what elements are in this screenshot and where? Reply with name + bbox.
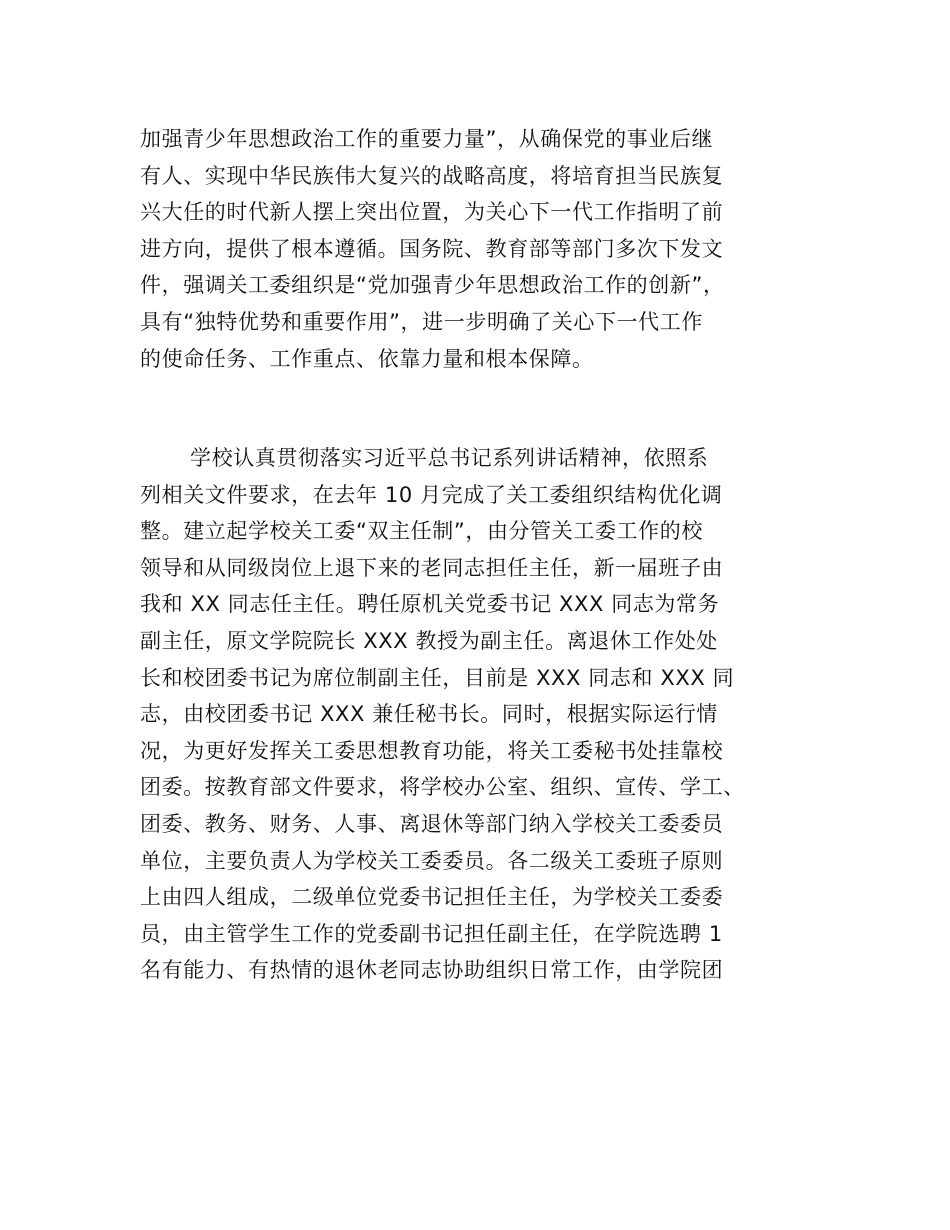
text-line: 列相关文件要求，在去年 10 月完成了关工委组织结构优化调	[140, 482, 723, 507]
text-line: 单位，主要负责人为学校关工委委员。各二级关工委班子原则	[140, 848, 724, 873]
text-line: 员，由主管学生工作的党委副书记担任副主任，在学院选聘 1	[140, 921, 723, 946]
paragraph-1	[140, 121, 840, 377]
text-line: 具有“独特优势和重要作用”，进一步明确了关心下一代工作	[140, 309, 703, 334]
text-line: 有人、实现中华民族伟大复兴的战略高度，将培育担当民族复	[140, 163, 724, 188]
text-line: 副主任，原文学院院长 XXX 教授为副主任。离退休工作处处	[140, 628, 718, 653]
text-line: 领导和从同级岗位上退下来的老同志担任主任，新一届班子由	[140, 555, 724, 580]
text-line-first-indented: 学校认真贯彻落实习近平总书记系列讲话精神，依照系	[190, 446, 709, 470]
text-line: 整。建立起学校关工委“双主任制”，由分管关工委工作的校	[140, 519, 703, 544]
text-line: 长和校团委书记为席位制副主任，目前是 XXX 同志和 XXX 同	[140, 665, 735, 690]
text-line: 团委。按教育部文件要求，将学校办公室、组织、宣传、学工、	[140, 775, 745, 800]
text-line: 名有能力、有热情的退休老同志协助组织日常工作，由学院团	[140, 958, 724, 983]
text-line: 况，为更好发挥关工委思想教育功能，将关工委秘书处挂靠校	[140, 738, 724, 763]
text-line: 志，由校团委书记 XXX 兼任秘书长。同时，根据实际运行情	[140, 702, 718, 727]
text-line: 加强青少年思想政治工作的重要力量”，从确保党的事业后继	[140, 127, 714, 151]
text-line: 我和 XX 同志任主任。聘任原机关党委书记 XXX 同志为常务	[140, 592, 720, 617]
paragraph-2	[140, 440, 840, 989]
text-line: 兴大任的时代新人摆上突出位置，为关心下一代工作指明了前	[140, 200, 724, 225]
text-line: 件，强调关工委组织是“党加强青少年思想政治工作的创新”，	[140, 273, 725, 298]
text-line: 进方向，提供了根本遵循。国务院、教育部等部门多次下发文	[140, 236, 724, 261]
text-line: 的使命任务、工作重点、依靠力量和根本保障。	[140, 346, 594, 371]
text-line: 团委、教务、财务、人事、离退休等部门纳入学校关工委委员	[140, 811, 724, 836]
text-line: 上由四人组成，二级单位党委书记担任主任，为学校关工委委	[140, 885, 724, 910]
